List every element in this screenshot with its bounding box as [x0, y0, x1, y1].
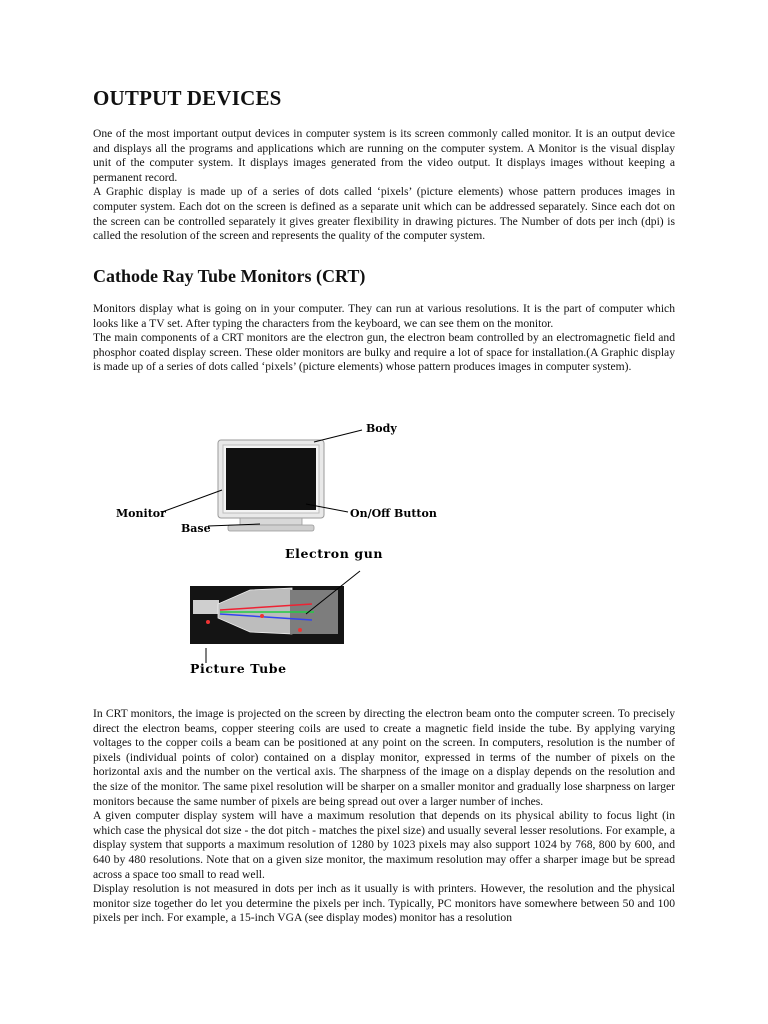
resolution-section [93, 707, 675, 926]
label-on-off-button: On/Off Button [350, 507, 437, 520]
page-title: OUTPUT DEVICES [93, 86, 282, 110]
crt-section [93, 302, 675, 375]
crt-monitor-illustration [218, 440, 324, 531]
crt-paragraph-1: Monitors display what is going on in your computer. They can run at various resolutions. It is the part of computer which looks like a TV set. After typing the characters from the keyboard, we can see them on the monitor. [93, 302, 675, 330]
label-body: Body [366, 422, 397, 435]
label-picture-tube: Picture Tube [190, 661, 287, 676]
crt-heading: Cathode Ray Tube Monitors (CRT) [93, 266, 366, 286]
body-paragraph-2: A given computer display system will have a maximum resolution that depends on its physical ability to focus light (in which case the physical dot size - the dot pitch - matches the pixel size) and usually several lesser resolutions. For example, a display system that supports a maximum resolution of 1280 by 1023 pixels may also support 1024 by 768, 800 by 600, and 640 by 480 resolutions. Note that on a given size monitor, the maximum resolution may offer a sharper image but be spread across a space too small to read well. [93, 809, 675, 881]
label-monitor: Monitor [116, 507, 166, 520]
crt-figure [100, 408, 460, 683]
intro-paragraph-1: One of the most important output devices in computer system is its screen commonly called monitor. It is an output device and displays all the programs and applications which are running on the computer system. A Monitor is the visual display unit of the computer system. It displays images generated from the video output. It displays images without keeping a permanent record. [93, 127, 675, 184]
picture-tube-illustration [190, 586, 344, 644]
label-base: Base [181, 522, 211, 535]
crt-diagram [100, 408, 460, 683]
intro-section [93, 127, 675, 244]
crt-paragraph-2: The main components of a CRT monitors are the electron gun, the electron beam controlled by an electromagnetic field and phosphor coated display screen. These older monitors are bulky and require a lot of space for installation.(A Graphic display is made up of a series of dots called ‘pixels’ (picture elements) whose pattern produces images in computer system). [93, 331, 675, 374]
label-electron-gun: Electron gun [285, 546, 384, 561]
monitor-screen [226, 448, 316, 510]
monitor-base [228, 525, 314, 531]
intro-paragraph-2: A Graphic display is made up of a series of dots called ‘pixels’ (picture elements) whose pattern produces images in computer system. Each dot on the screen is defined as a separate unit which can be addressed separately. Since each dot on the screen can be controlled separately it gives greater flexibility in drawing pictures. The Number of dots per inch (dpi) is called the resolution of the screen and represents the quality of the computer system. [93, 185, 675, 243]
body-paragraph-1: In CRT monitors, the image is projected on the screen by directing the electron beam onto the computer screen. To precisely direct the electron beams, copper steering coils are used to create a magnetic field inside the tube. By applying varying voltages to the copper coils a beam can be positioned at any point on the screen. In computers, resolution is the number of pixels (individual points of color) contained on a display monitor, expressed in terms of the number of pixels on the horizontal axis and the number on the vertical axis. The sharpness of the image on a display depends on the resolution and the size of the monitor. The same pixel resolution will be sharper on a smaller monitor and gradually lose sharpness on larger monitors because the same number of pixels are being spread out over a larger number of inches. [93, 707, 675, 808]
body-paragraph-3: Display resolution is not measured in dots per inch as it usually is with printers. However, the resolution and the physical monitor size together do let you determine the pixels per inch. Typically, PC monitors have somewhere between 50 and 100 pixels per inch. For example, a 15-inch VGA (see display modes) monitor has a resolution [93, 882, 675, 925]
